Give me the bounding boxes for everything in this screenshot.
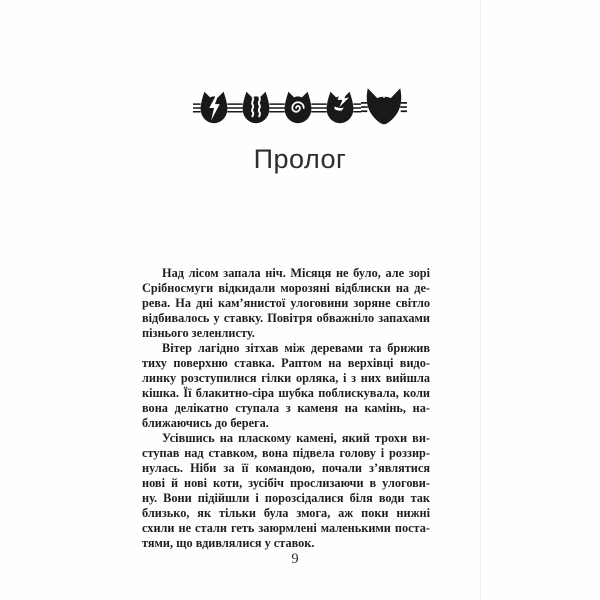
text-line: вона делікатно ступала з каменя на камінь, на- bbox=[142, 401, 430, 415]
wind-clan-cat-icon bbox=[319, 86, 361, 128]
lightning-clan-cat-icon bbox=[193, 86, 235, 128]
text-line: нові й нові коти, зусібіч прослизаючи в улогови- bbox=[142, 476, 430, 490]
river-clan-cat-icon bbox=[235, 86, 277, 128]
text-line: Усівшись на пласкому камені, який трохи ви- bbox=[162, 431, 430, 445]
page-number: 9 bbox=[291, 551, 299, 567]
text-line: пізнього зеленлисту. bbox=[142, 326, 255, 340]
text-line: ступав над ставком, вона підвела голову і роззир- bbox=[142, 446, 430, 460]
clan-icons-row bbox=[0, 86, 600, 129]
body-text bbox=[142, 266, 430, 551]
text-line: нулась. Ніби за її командою, почали з’являтися bbox=[142, 461, 430, 475]
text-line: схили не стали геть заюрмлені маленькими поста- bbox=[142, 521, 430, 535]
text-line: близько, як тільки була змога, аж поки нижні bbox=[142, 506, 430, 520]
text-line: ну. Вони підійшли і порозсідалися біля води так bbox=[142, 491, 430, 505]
text-line: відбивалось у ставку. Повітря обважніло запахами bbox=[142, 311, 430, 325]
text-line: Вітер лагідно зітхав між деревами та брижив bbox=[162, 341, 430, 355]
star-clan-cat-icon bbox=[361, 83, 407, 129]
text-line: линку розступилися гілки орляка, і з них вийшла bbox=[142, 371, 430, 385]
text-line: рева. На дні кам’янистої улоговини зоряне світло bbox=[142, 296, 430, 310]
text-line: кішка. Її блакитно-сіра шубка поблискувала, коли bbox=[142, 386, 430, 400]
text-line: тиху поверхню ставка. Раптом на верхівці видо- bbox=[142, 356, 430, 370]
text-line: Срібносмуги відкидали морозяні відблиски на де- bbox=[142, 281, 430, 295]
text-line: тями, що вдивлялися у ставок. bbox=[142, 536, 315, 550]
text-line: Над лісом запала ніч. Місяця не було, але зорі bbox=[162, 266, 430, 280]
chapter-title: Пролог bbox=[253, 144, 347, 174]
shadow-clan-cat-icon bbox=[277, 86, 319, 128]
text-line: ближаючись до берега. bbox=[142, 416, 269, 430]
